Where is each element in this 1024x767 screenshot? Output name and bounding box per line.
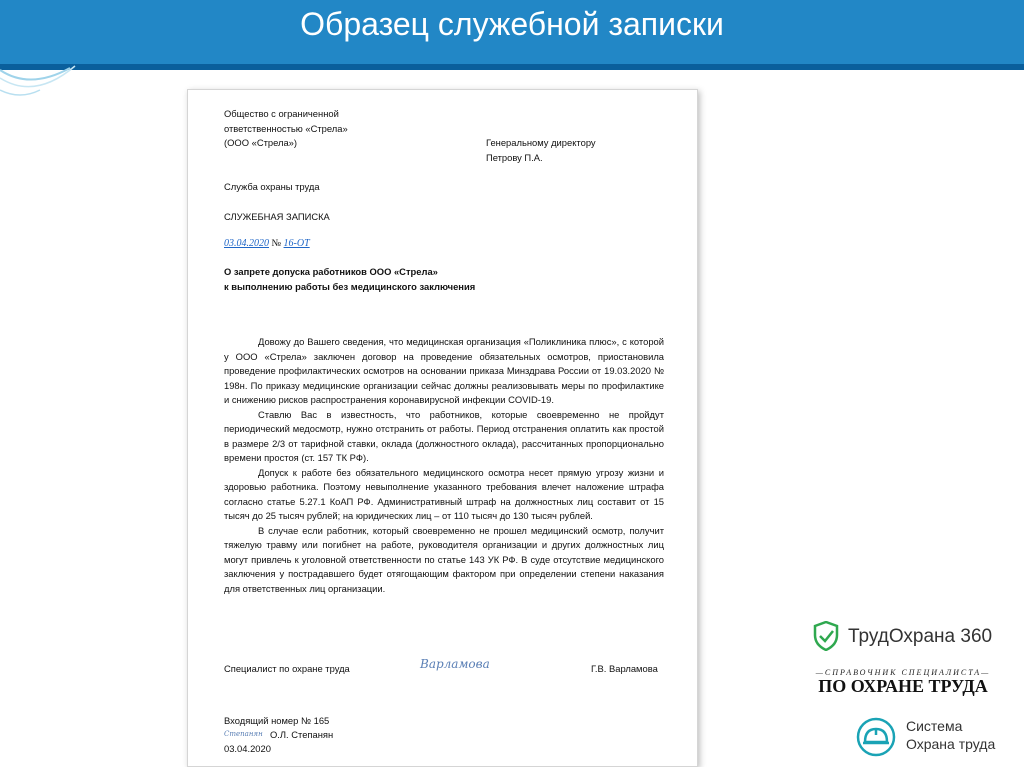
- trudohrana-logo-text: ТрудОхрана 360: [848, 626, 993, 647]
- signer-name: Г.В. Варламова: [591, 663, 658, 674]
- spravochnik-logo: [813, 668, 993, 702]
- incoming-signature-line: [224, 728, 524, 742]
- helmet-icon: [856, 717, 896, 757]
- shield-check-icon: [813, 621, 839, 651]
- incoming-block: [224, 714, 524, 755]
- subject-line: к выполнению работы без медицинского заключения: [224, 280, 476, 292]
- spravochnik-logo-main: ПО ОХРАНЕ ТРУДА: [818, 676, 988, 696]
- memo-document: [187, 89, 698, 767]
- document-number: 16-ОТ: [283, 238, 310, 249]
- org-line: (ООО «Стрела»): [224, 137, 298, 148]
- incoming-date: 03.04.2020: [224, 742, 271, 754]
- sistema-logo: [856, 716, 1006, 760]
- signature-row: [224, 657, 664, 680]
- sistema-logo-line2: Охрана труда: [906, 736, 996, 752]
- slide-title: Образец служебной записки: [300, 6, 724, 42]
- body-paragraph: Довожу до Вашего сведения, что медицинская организация «Поликлиника плюс», с которой у ООО «Стрела» заключен договор на проведение обязательных осмотров, приостановила проведение профилактических осмотров на основании приказа Минздрава России от 19.03.2020 № 198н. По приказу медицинские организации сейчас должны реализовывать меры по профилактике и снижению рисков распространения коронавирусной инфекции COVID-19.: [224, 336, 664, 405]
- decorative-swoosh: [0, 60, 80, 120]
- body-paragraph: Ставлю Вас в известность, что работников, которые своевременно не пройдут периодический медосмотр, нужно отстранить от работы. Период отстранения оплатить как простой в размере 2/3 от тарифной ставки, оклада (должностного оклада), рассчитанных пропорционально времени простоя (ст. 157 ТК РФ).: [224, 408, 664, 463]
- addressee-block: [486, 136, 686, 165]
- slide-header: [0, 0, 1024, 64]
- addressee-line: Петрову П.А.: [486, 151, 543, 163]
- trudohrana-logo: [813, 621, 1013, 655]
- organization-block: [224, 107, 424, 151]
- addressee-line: Генеральному директору: [486, 137, 596, 148]
- number-sign: №: [271, 238, 282, 249]
- body-paragraph: В случае если работник, который своевременно не прошел медицинский осмотр, получит тяжелую травму или погибнет на работе, руководителя организации и других должностных лиц могут привлечь к уголовной ответственности по статье 143 УК РФ. В суде отсутствие медицинского заключения у пострадавшего будет отягощающим фактором при определении степени наказания для ответственных лиц организации.: [224, 524, 664, 594]
- sistema-logo-line1: Система: [906, 718, 963, 734]
- org-line: ответственностью «Стрела»: [224, 122, 348, 134]
- signer-position: Специалист по охране труда: [224, 663, 350, 674]
- incoming-name: О.Л. Степанян: [270, 728, 334, 740]
- memo-body: [224, 335, 664, 596]
- incoming-number: Входящий номер № 165: [224, 715, 330, 726]
- body-paragraph: Допуск к работе без обязательного медицинского осмотра несет прямую угрозу жизни и здоровью работника. Поэтому невыполнение указанного требования влечет наложение штрафа согласно статье 5.27.1 КоАП РФ. Административный штраф на должностных лиц составит от 15 тысяч до 25 тысяч рублей; на юридических лиц – от 110 тысяч до 130 тысяч рублей.: [224, 466, 664, 521]
- subject-block: [224, 265, 524, 294]
- spravochnik-logo-top: —СПРАВОЧНИК СПЕЦИАЛИСТА—: [815, 668, 991, 677]
- document-type: СЛУЖЕБНАЯ ЗАПИСКА: [224, 211, 330, 222]
- subject-line: О запрете допуска работников ООО «Стрела»: [224, 266, 438, 277]
- department: Служба охраны труда: [224, 181, 320, 192]
- handwritten-signature: Варламова: [420, 657, 490, 671]
- incoming-signature: Степанян: [224, 729, 263, 738]
- header-stripe: [0, 64, 1024, 70]
- document-date: 03.04.2020: [224, 238, 269, 249]
- org-line: Общество с ограниченной: [224, 108, 339, 119]
- document-number-line: [224, 237, 310, 252]
